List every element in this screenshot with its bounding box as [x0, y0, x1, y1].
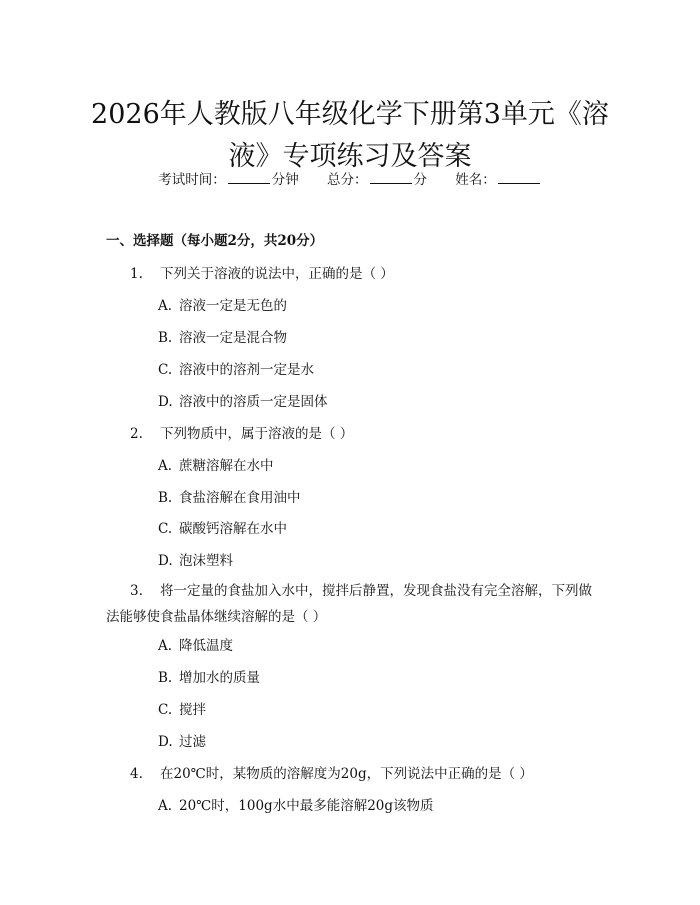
score-label: 总分：	[327, 172, 368, 188]
option-letter: D.	[158, 553, 173, 569]
question-number: 2.	[130, 426, 143, 442]
question-3	[130, 579, 592, 599]
score-unit: 分	[413, 172, 427, 188]
name-blank	[498, 171, 540, 184]
option-letter: C.	[158, 521, 173, 537]
option-text: 20℃时，100g水中最多能溶解20g该物质	[179, 798, 434, 814]
student-name	[455, 172, 542, 188]
question-4	[130, 762, 533, 782]
question-1	[130, 262, 394, 282]
option-letter: A.	[158, 638, 173, 654]
option-3a	[158, 634, 233, 654]
option-text: 溶液中的溶质一定是固体	[179, 394, 328, 410]
option-letter: D.	[158, 394, 173, 410]
option-text: 过滤	[179, 734, 206, 750]
question-3-continued: 法能够使食盐晶体继续溶解的是（ ）	[106, 609, 327, 625]
exam-meta	[0, 168, 700, 188]
option-letter: C.	[158, 702, 173, 718]
option-3c	[158, 698, 206, 718]
option-text: 蔗糖溶解在水中	[179, 458, 274, 474]
option-text: 泡沫塑料	[179, 553, 233, 569]
document-title	[80, 94, 620, 178]
time-unit: 分钟	[271, 172, 299, 188]
name-label: 姓名：	[455, 172, 496, 188]
title-line-2: 液》专项练习及答案	[228, 141, 472, 173]
title-line-1: 2026年人教版八年级化学下册第3单元《溶	[91, 99, 609, 131]
question-text: 下列物质中，属于溶液的是（ ）	[160, 426, 354, 442]
question-text: 在20℃时，某物质的溶解度为20g，下列说法中正确的是（ ）	[160, 766, 533, 782]
option-letter: B.	[158, 490, 173, 506]
question-2	[130, 422, 353, 442]
question-number: 4.	[130, 766, 143, 782]
exam-score	[327, 172, 427, 188]
option-letter: C.	[158, 362, 173, 378]
option-letter: A.	[158, 298, 173, 314]
question-number: 3.	[130, 583, 143, 599]
option-text: 溶液中的溶剂一定是水	[179, 362, 314, 378]
option-text: 增加水的质量	[179, 670, 260, 686]
question-text: 下列关于溶液的说法中，正确的是（ ）	[160, 266, 394, 282]
option-text: 碳酸钙溶解在水中	[179, 521, 287, 537]
exam-time	[158, 172, 299, 188]
option-1c	[158, 358, 314, 378]
option-3b	[158, 666, 260, 686]
option-letter: D.	[158, 734, 173, 750]
option-3d	[158, 730, 206, 750]
option-letter: B.	[158, 670, 173, 686]
question-text-line-1: 将一定量的食盐加入水中，搅拌后静置，发现食盐没有完全溶解，下列做	[160, 583, 592, 599]
option-4a	[158, 794, 434, 814]
option-text: 食盐溶解在食用油中	[179, 490, 301, 506]
option-text: 搅拌	[179, 702, 206, 718]
section-title: 一、选择题（每小题2分，共20分）	[106, 233, 324, 249]
option-letter: A.	[158, 458, 173, 474]
option-text: 降低温度	[179, 638, 233, 654]
option-2b	[158, 486, 301, 506]
option-text: 溶液一定是无色的	[179, 298, 287, 314]
option-letter: B.	[158, 330, 173, 346]
time-label: 考试时间：	[158, 172, 226, 188]
option-text: 溶液一定是混合物	[179, 330, 287, 346]
option-letter: A.	[158, 798, 173, 814]
option-1a	[158, 294, 287, 314]
time-blank	[228, 171, 270, 184]
option-1b	[158, 326, 287, 346]
option-2c	[158, 517, 287, 537]
option-1d	[158, 390, 328, 410]
option-2a	[158, 454, 274, 474]
score-blank	[370, 171, 412, 184]
option-2d	[158, 549, 233, 569]
question-number: 1.	[130, 266, 143, 282]
